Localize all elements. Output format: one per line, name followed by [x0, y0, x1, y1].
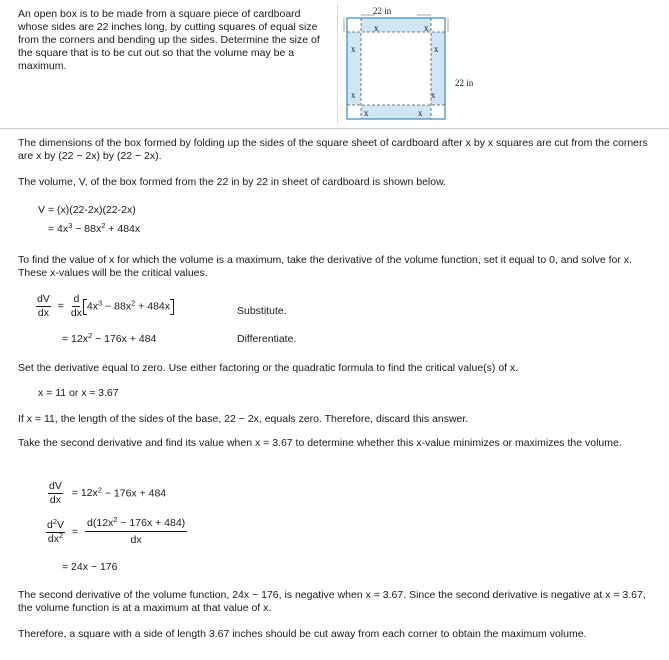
- paragraph-final-answer: Therefore, a square with a side of length 3.67 inches should be cut away from each corner to obtain the maximum volume.: [18, 628, 587, 640]
- dv-dx-fraction-2: $\frac{dV}{dx}$: [49, 480, 62, 506]
- paragraph-volume-intro: The volume, V, of the box formed from the 22 in by 22 in sheet of cardboard is shown below.: [18, 176, 447, 188]
- paragraph-conclusion-sign: The second derivative of the volume function, 24x − 176, is negative when x = 3.67. Since the second derivative is negative at x = 3.67, the volume function is at a maximum at that value of x.: [18, 589, 646, 614]
- first-derivative-restated: $\frac{dV}{dx}$ = $12x^2 - 176x + 484$: [49, 480, 167, 506]
- base-region: [361, 32, 431, 105]
- d-dx-operator: $\frac{d}{dx}$: [70, 293, 82, 319]
- top-dimension-label: 22 in: [373, 6, 392, 16]
- dv-dx-fraction: $\frac{dV}{dx}$: [37, 293, 50, 319]
- note-substitute: Substitute.: [237, 305, 287, 317]
- x-label-top-right: x: [424, 23, 429, 33]
- cardboard-figure: [340, 4, 474, 126]
- corner-square-tr: [431, 18, 445, 32]
- derivative-substitute-equation: $\frac{dV}{dx}$ = $\frac{d}{dx}$ $4x^3 - 88x^2 + 484x$: [36, 294, 174, 319]
- volume-equation-1: V = (x)(22-2x)(22-2x): [38, 204, 136, 216]
- divider-vertical: [337, 4, 338, 124]
- x-label-left-bottom: x: [351, 90, 356, 100]
- paragraph-dimensions: The dimensions of the box formed by folding up the sides of the square sheet of cardboard after x by x squares are cut from the corners are x by (22 − 2x) by (22 − 2x).: [18, 137, 648, 162]
- corner-square-tl: [347, 18, 361, 32]
- note-differentiate: Differentiate.: [237, 333, 297, 345]
- section-divider: [0, 128, 669, 129]
- x-label-bottom-right: x: [418, 108, 423, 118]
- problem-text: An open box is to be made from a square piece of cardboard whose sides are 22 inches long, by cutting squares of equal size from the corners and bending up the sides. Determine the size of the square that is to be cut out so that the volume may be a maximum.: [18, 8, 320, 72]
- derivative-result: = $12x^2 - 176x + 484$: [62, 331, 157, 345]
- corner-square-br: [431, 105, 445, 119]
- x-label-right-bottom: x: [431, 90, 436, 100]
- second-derivative-result: = 24x − 176: [62, 561, 118, 573]
- second-derivative-rhs-fraction: $\frac{d(12x^2 - 176x + 484)}{dx}$: [87, 515, 186, 546]
- x-label-top-left: x: [374, 23, 379, 33]
- cardboard-diagram: [340, 4, 470, 126]
- paragraph-discard: If x = 11, the length of the sides of the base, 22 − 2x, equals zero. Therefore, discard this answer.: [18, 413, 469, 425]
- second-derivative-equation: $\frac{d^2V}{dx^2}$ = $\frac{d(12x^2 - 176x + 484)}{dx}$: [47, 515, 186, 546]
- x-label-left-top: x: [351, 44, 356, 54]
- paragraph-second-derivative-intro: Take the second derivative and find its value when x = 3.67 to determine whether this x-value minimizes or maximizes the volume.: [18, 437, 622, 449]
- paragraph-derivative-intro: To find the value of x for which the volume is a maximum, take the derivative of the volume function, set it equal to 0, and solve for x. These x-values will be the critical values.: [18, 254, 632, 279]
- side-dimension-label: 22 in: [455, 78, 474, 88]
- volume-equation-2: = $4x^3 - 88x^2 + 484x$: [48, 221, 141, 235]
- corner-square-bl: [347, 105, 361, 119]
- x-label-right-top: x: [434, 44, 439, 54]
- d2v-dx2-fraction: $\frac{d^2V}{dx^2}$: [47, 516, 65, 545]
- paragraph-set-zero: Set the derivative equal to zero. Use either factoring or the quadratic formula to find the critical value(s) of x.: [18, 362, 519, 374]
- critical-values: x = 11 or x ≈ 3.67: [38, 387, 119, 399]
- x-label-bottom-left: x: [364, 108, 369, 118]
